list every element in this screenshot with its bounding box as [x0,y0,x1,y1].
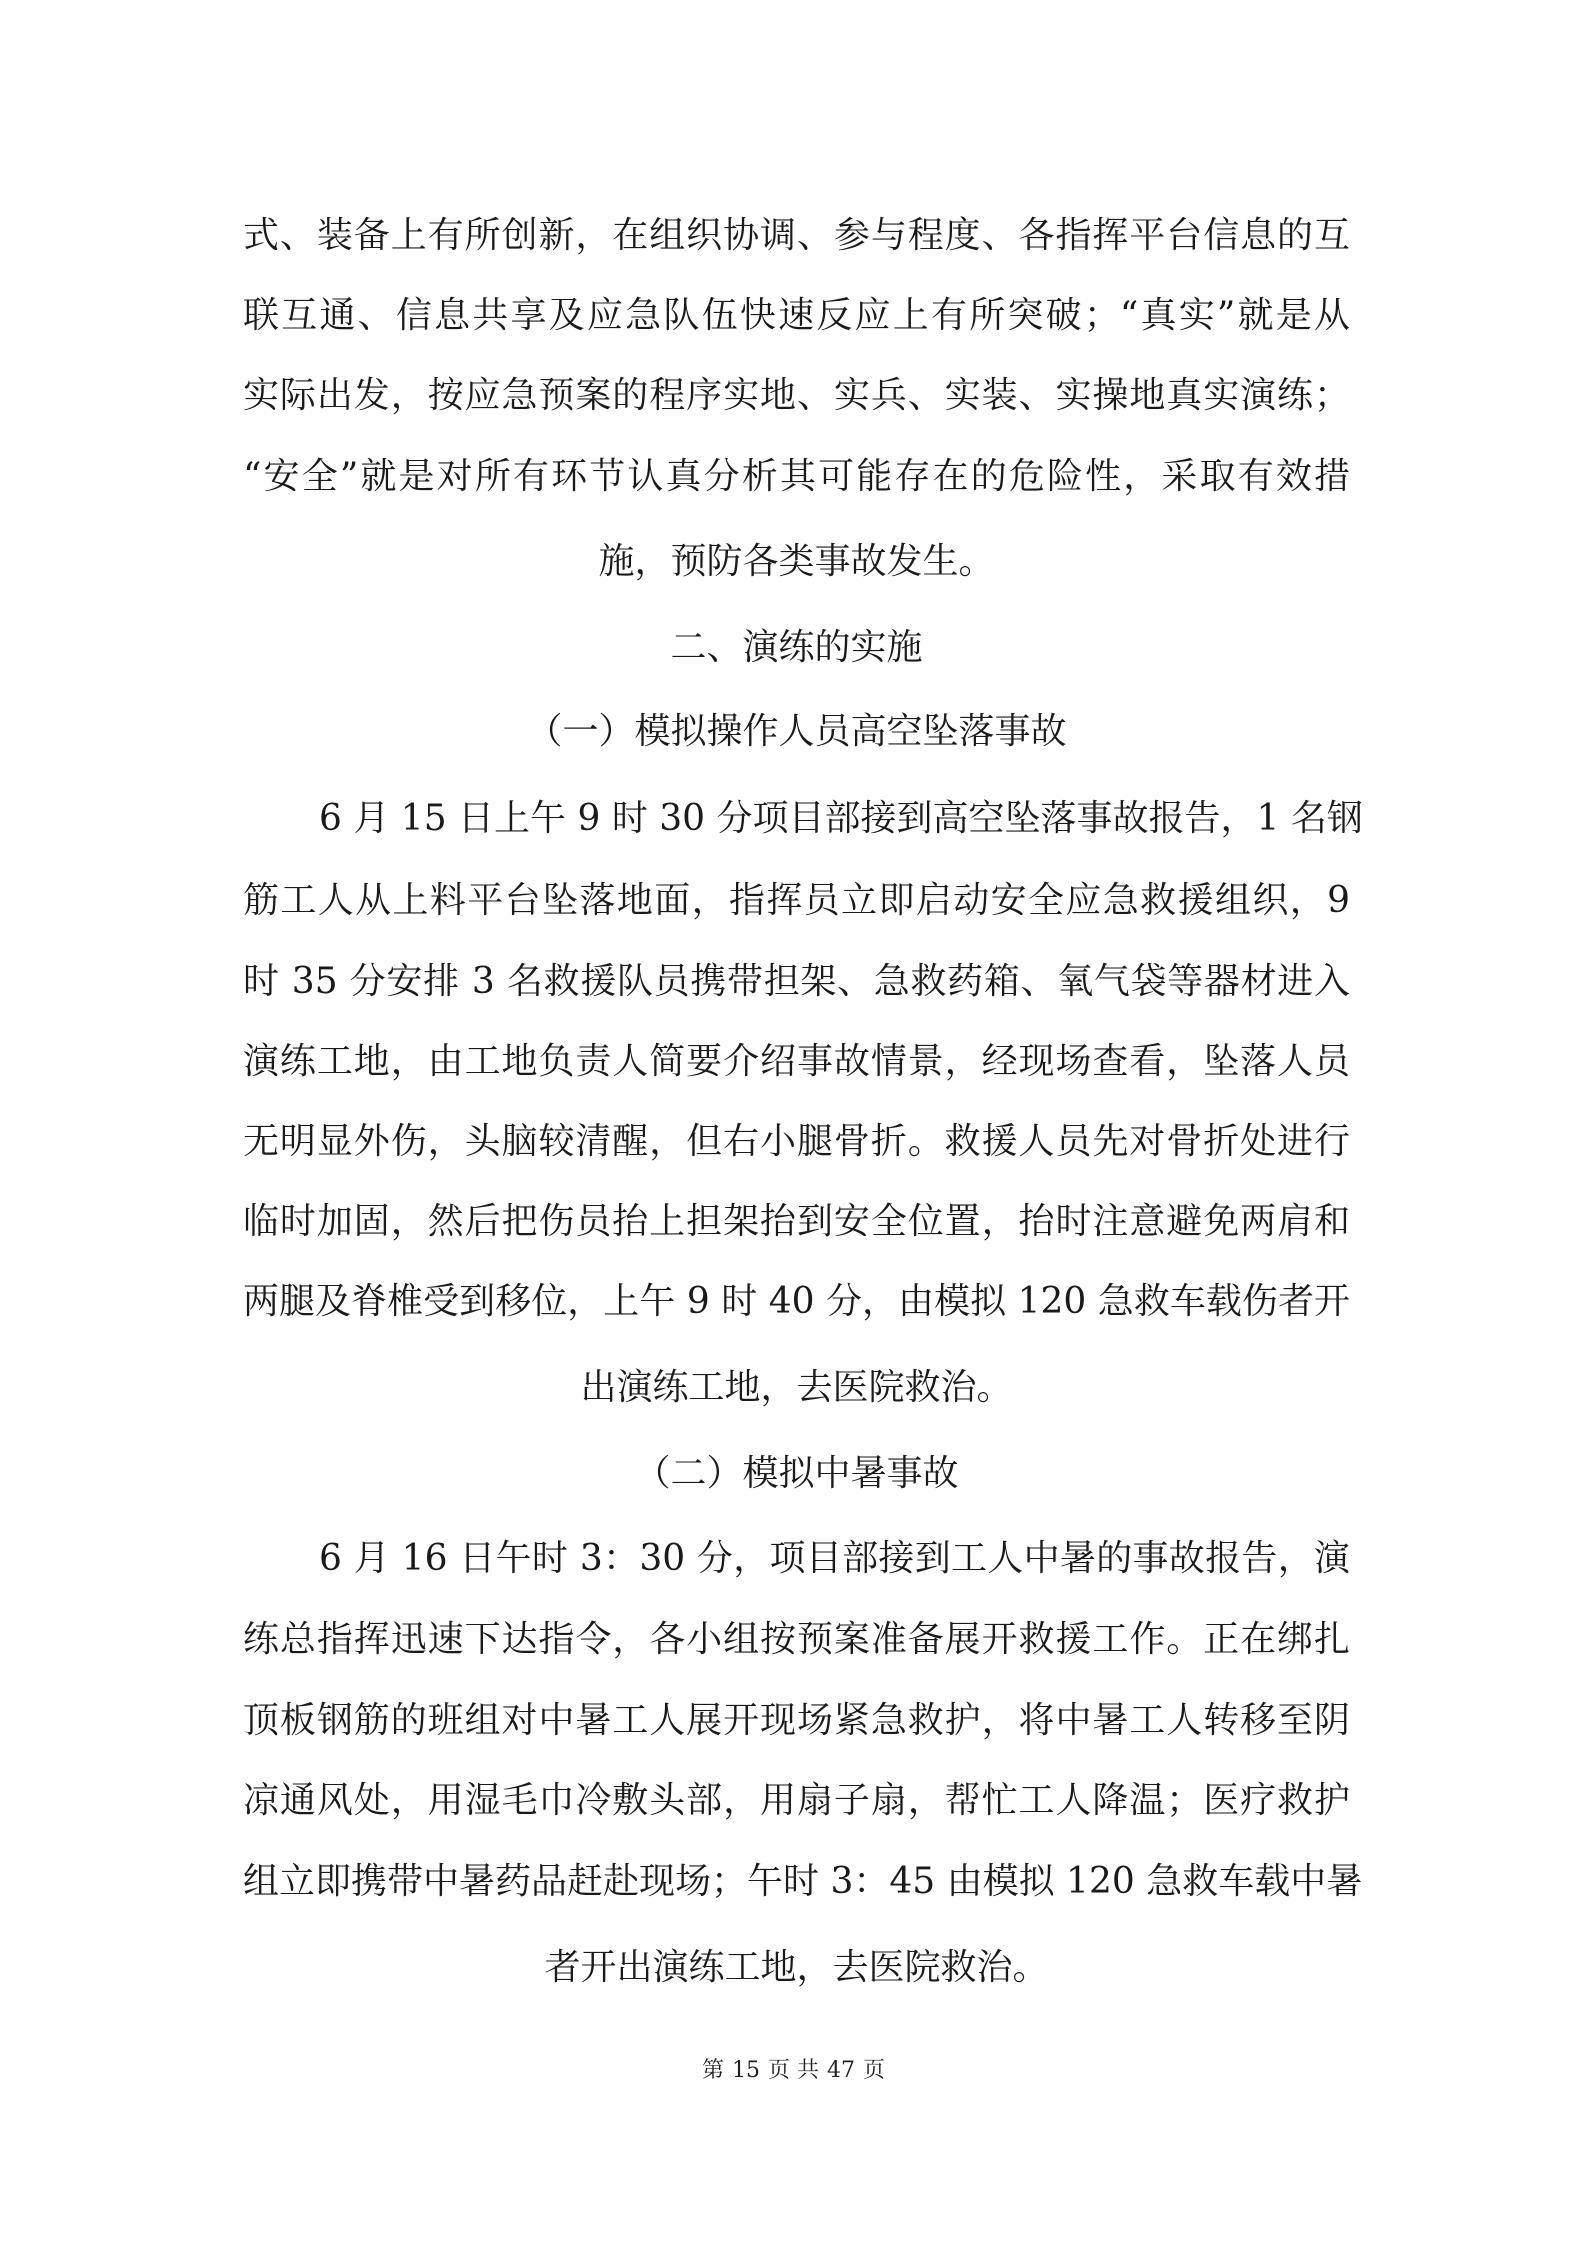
section-heading: 二、演练的实施 [670,627,923,668]
footer-prefix: 第 [701,2058,724,2083]
body-text-line: 实际出发，按应急预案的程序实地、实兵、实装、实操地真实演练； [243,375,1350,416]
body-text-line: 凉通风处，用湿毛巾冷敷头部，用扇子扇，帮忙工人降温；医疗救护 [243,1780,1350,1821]
body-text-line-last: 施，预防各类事故发生。 [598,541,995,582]
body-text-line: 两腿及脊椎受到移位，上午 9 时 40 分，由模拟 120 急救车载伤者开 [243,1281,1350,1322]
body-text-line: 时 35 分安排 3 名救援队员携带担架、急救药箱、氧气袋等器材进入 [243,961,1350,1002]
footer-suffix: 页 [863,2058,886,2083]
paragraph-first-line: 6 月 15 日上午 9 时 30 分项目部接到高空坠落事故报告，1 名钢 [319,798,1363,839]
body-text-line: 临时加固，然后把伤员抬上担架抬到安全位置，抬时注意避免两肩和 [243,1201,1350,1242]
paragraph-first-line: 6 月 16 日午时 3：30 分，项目部接到工人中暑的事故报告，演 [319,1538,1350,1579]
page-footer [0,2057,1587,2085]
footer-total-pages: 47 [827,2058,855,2083]
body-text-line: 联互通、信息共享及应急队伍快速反应上有所突破；“真实”就是从 [243,295,1350,336]
subsection-heading: （二）模拟中暑事故 [634,1453,959,1494]
body-text-line: 顶板钢筋的班组对中暑工人展开现场紧急救护，将中暑工人转移至阴 [243,1700,1350,1741]
body-text-line: 无明显外伤，头脑较清醒，但右小腿骨折。救援人员先对骨折处进行 [243,1121,1350,1162]
footer-current-page: 15 [732,2058,760,2083]
body-text-line-last: 者开出演练工地，去医院救治。 [544,1947,1049,1988]
body-text-line: “安全”就是对所有环节认真分析其可能存在的危险性，采取有效措 [243,456,1350,497]
body-text-line: 式、装备上有所创新，在组织协调、参与程度、各指挥平台信息的互 [243,215,1350,256]
body-text-line: 演练工地，由工地负责人简要介绍事故情景，经现场查看，坠落人员 [243,1041,1350,1082]
body-text-line: 筋工人从上料平台坠落地面，指挥员立即启动安全应急救援组织，9 [243,880,1350,921]
footer-middle: 页 共 [768,2058,819,2083]
body-text-line-last: 出演练工地，去医院救治。 [580,1367,1013,1408]
body-text-line: 练总指挥迅速下达指令，各小组按预案准备展开救援工作。正在绑扎 [243,1619,1350,1660]
subsection-heading: （一）模拟操作人员高空坠落事故 [526,711,1067,752]
body-text-line: 组立即携带中暑药品赶赴现场；午时 3：45 由模拟 120 急救车载中暑 [243,1861,1363,1902]
